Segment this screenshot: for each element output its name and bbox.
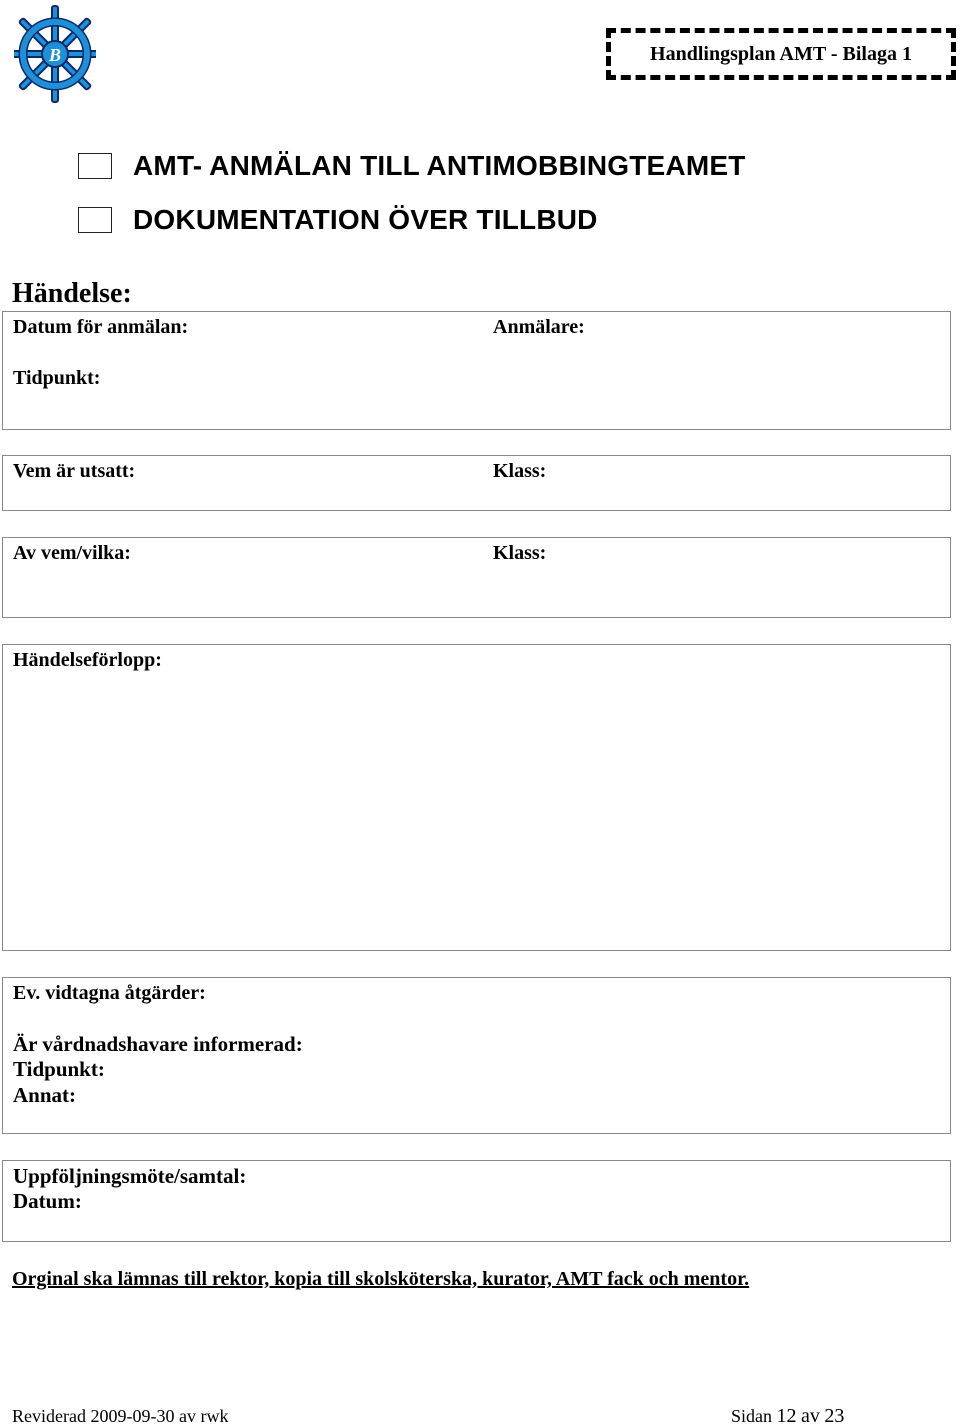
guardian-informed-label: Är vårdnadshavare informerad: [13,1032,303,1056]
section-title: Händelse: [12,278,132,309]
perpetrator-class-label: Klass: [493,542,547,564]
school-logo [14,4,96,104]
ship-wheel-icon [14,4,96,104]
title-amt: AMT- ANMÄLAN TILL ANTIMOBBINGTEAMET [133,150,746,181]
followup-date-label: Datum: [13,1189,82,1213]
page-prefix: Sidan [731,1406,773,1426]
page-number [731,1405,844,1426]
followup-box[interactable] [2,1160,951,1242]
reporter-label: Anmälare: [493,316,585,338]
report-date-label: Datum för anmälan: [13,316,189,338]
document-label: Handlingsplan AMT - Bilaga 1 [650,42,912,65]
current-page: 12 [776,1405,797,1426]
perpetrator-box[interactable] [2,537,951,618]
victim-box[interactable] [2,455,951,511]
revision-text: Reviderad 2009-09-30 av rwk [12,1406,229,1426]
total-pages: 23 [824,1405,845,1426]
event-course-label: Händelseförlopp: [13,649,162,671]
check-row-tillbud [78,204,598,236]
title-tillbud: DOKUMENTATION ÖVER TILLBUD [133,204,598,235]
victim-label: Vem är utsatt: [13,460,136,482]
followup-label: Uppföljningsmöte/samtal: [13,1164,247,1188]
distribution-note: Orginal ska lämnas till rektor, kopia till skolsköterska, kurator, AMT fack och mentor. [12,1268,750,1290]
event-course-box[interactable] [2,644,951,951]
perpetrator-label: Av vem/vilka: [13,542,131,564]
guardian-time-label: Tidpunkt: [13,1057,105,1081]
actions-label: Ev. vidtagna åtgärder: [13,982,206,1004]
report-info-box[interactable] [2,311,951,430]
actions-box[interactable] [2,977,951,1134]
page-separator: av [801,1405,820,1426]
checkbox-amt[interactable] [78,153,112,179]
logo-letter: B [48,45,62,65]
other-label: Annat: [13,1083,77,1107]
time-label: Tidpunkt: [13,367,101,389]
checkbox-tillbud[interactable] [78,207,112,233]
document-label-box [606,28,956,80]
victim-class-label: Klass: [493,460,547,482]
check-row-amt [78,150,746,182]
